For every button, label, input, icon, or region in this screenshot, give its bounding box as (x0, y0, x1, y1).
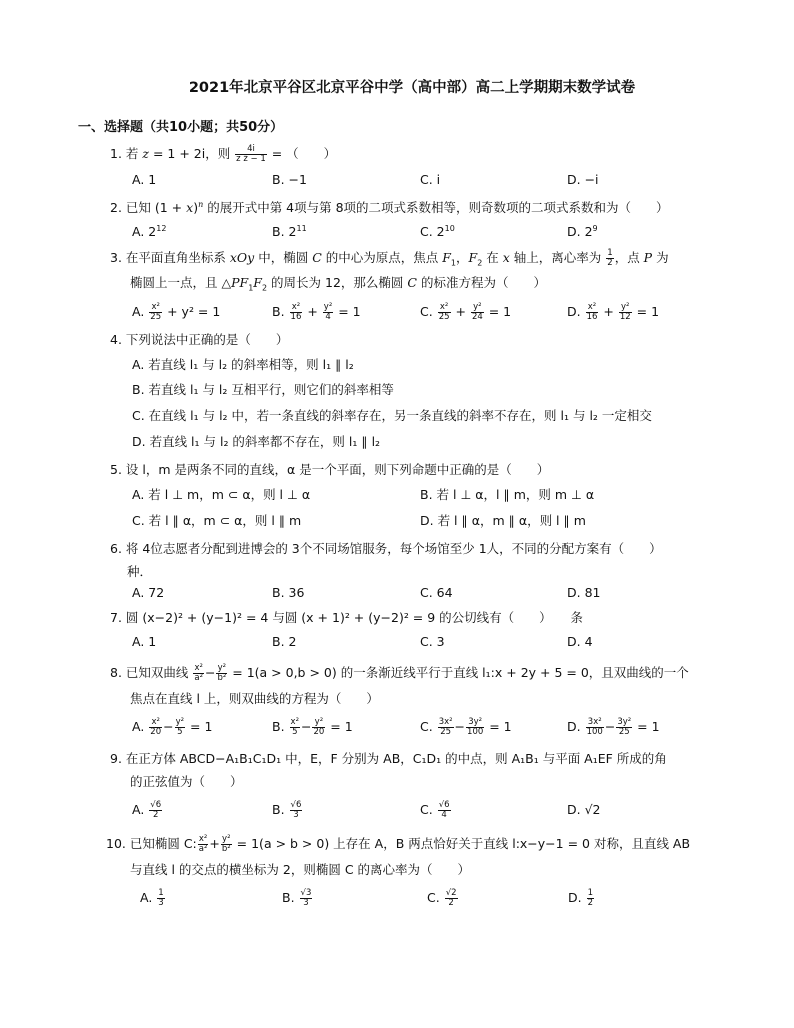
q10-b-den: 3 (303, 898, 309, 908)
q2-text-a: 2. 已知 (1 + (110, 200, 187, 216)
q9-a-den: 2 (153, 810, 159, 820)
q3-a-tail: + y² = 1 (163, 304, 221, 319)
q3-text-l2a: 椭圆上一点，且 △ (130, 275, 232, 290)
q8-b-den1: 5 (292, 727, 298, 737)
q3-b-plus: + (303, 304, 322, 319)
q6-option-b: B. 36 (272, 585, 305, 600)
q8-b-frac-1 (290, 718, 300, 737)
q1-option-a: A. 1 (132, 172, 157, 187)
q9-option-b (272, 800, 303, 820)
q8-a-frac-1 (149, 718, 162, 737)
q6-option-c: C. 64 (420, 585, 453, 600)
q5-option-b: B. 若 l ⊥ α，l ∥ m，则 m ⊥ α (420, 487, 595, 502)
q3-var-pf: PF (231, 275, 249, 290)
q3-text-l2c: 的标准方程为（ ） (416, 275, 546, 290)
q9-c-label: C. (420, 802, 433, 817)
q3-c-label: C. (420, 304, 433, 319)
q5-option-d: D. 若 l ∥ α，m ∥ α，则 l ∥ m (420, 513, 586, 528)
q8-c-label: C. (420, 719, 433, 734)
q3-b-eq: = 1 (334, 304, 361, 319)
q1-option-c: C. i (420, 172, 441, 187)
q3-var-x: x (502, 250, 510, 265)
q1-text-a: 1. 若 (110, 146, 143, 161)
q3-var-c: C (312, 250, 322, 265)
q8-c-frac-2 (466, 718, 484, 737)
q8-d-frac-2 (616, 718, 632, 737)
q6-option-a: A. 72 (132, 585, 165, 600)
q2-c-exp: 10 (444, 224, 455, 233)
q1-option-b: B. −1 (272, 172, 307, 187)
q3-var-f1: F (442, 250, 451, 265)
q3-var-f2: F (468, 250, 478, 265)
q10-c-den: 2 (448, 898, 454, 908)
q3-c-eq: = 1 (484, 304, 512, 319)
q8-d-label: D. (567, 719, 581, 734)
q1-text-b: = （ ） (267, 146, 337, 161)
question-10-line-2: 与直线 l 的交点的横坐标为 2，则椭圆 C 的离心率为（ ） (130, 862, 471, 877)
q3-d-eq: = 1 (632, 304, 660, 319)
q3-text-f: 轴上，离心率为 (509, 250, 606, 265)
q8-f1-den: a² (194, 673, 203, 683)
q2-text-b: ) (193, 200, 199, 216)
q3-a-den: 25 (150, 312, 162, 322)
q1-fraction (235, 145, 267, 164)
q8-f2-den: b² (217, 673, 227, 683)
q3-text-c: 的中心为原点，焦点 (321, 250, 443, 265)
q10-a-frac (157, 889, 164, 908)
q8-d-num1: 3x² (586, 718, 604, 728)
q2-d-base: D. 2 (567, 224, 593, 240)
q3-b-den1: 16 (290, 312, 302, 322)
question-1 (110, 144, 710, 164)
q9-option-d: D. √2 (567, 802, 601, 817)
q10-f1-den: a² (198, 844, 208, 854)
q8-b-frac-2 (312, 718, 325, 737)
q8-a-frac-2 (175, 718, 185, 737)
q2-option-a (132, 219, 166, 242)
q8-text-a: 8. 已知双曲线 (110, 665, 193, 680)
q1-frac-num: 4i (235, 145, 267, 155)
question-6-line-1: 6. 将 4位志愿者分配到进博会的 3个不同场馆服务，每个场馆至少 1人，不同的分配方案有（ ） (110, 541, 662, 556)
q7-option-c: C. 3 (420, 634, 445, 649)
q10-d-frac (587, 889, 594, 908)
q10-c-label: C. (427, 890, 440, 905)
q10-option-c (427, 888, 459, 908)
q2-text-c: 的展开式中第 4项与第 8项的二项式系数相等，则奇数项的二项式系数和为（ ） (203, 200, 669, 216)
q2-option-b (272, 219, 307, 242)
q10-option-d (568, 888, 595, 908)
q3-text-d: ， (456, 250, 469, 265)
q2-a-base: A. 2 (132, 224, 157, 240)
q8-a-den2: 5 (177, 727, 183, 737)
q3-text-l2b: 的周长为 12，那么椭圆 (267, 275, 408, 290)
q10-c-frac (445, 889, 458, 908)
q8-a-eq: = 1 (186, 719, 213, 734)
q3-b-frac-1 (290, 303, 303, 322)
q10-b-frac (300, 889, 313, 908)
q3-option-d (567, 302, 659, 322)
q10-b-label: B. (282, 890, 295, 905)
q10-c-num: √2 (445, 888, 457, 898)
q3-b-label: B. (272, 304, 285, 319)
q10-option-a (140, 888, 166, 908)
q3-option-b (272, 302, 361, 322)
q2-c-base: C. 2 (420, 224, 445, 240)
q2-a-exp: 12 (156, 224, 167, 233)
q3-b-frac-2 (323, 303, 333, 322)
q9-a-num: √6 (150, 800, 162, 810)
q10-d-label: D. (568, 890, 582, 905)
q3-d-plus: + (599, 304, 618, 319)
page-title: 2021年北京平谷区北京平谷中学（高中部）高二上学期期末数学试卷 (188, 80, 636, 96)
q8-a-den1: 20 (150, 727, 162, 737)
q3-d-den2: 12 (619, 312, 631, 322)
q9-option-c (420, 800, 452, 820)
q7-option-b: B. 2 (272, 634, 297, 649)
q3-ecc-num: 1 (607, 248, 613, 258)
q8-a-minus: − (163, 719, 174, 734)
q9-a-label: A. (132, 802, 145, 817)
q8-text-b: = 1(a > 0,b > 0) 的一条渐近线平行于直线 l₁:x + 2y + 5 = 0，且双曲线的一个 (228, 665, 689, 680)
question-7: 7. 圆 (x−2)² + (y−1)² = 4 与圆 (x + 1)² + (y−2)² = 9 的公切线有（ ） 条 (110, 610, 583, 625)
q10-text-a: 10. 已知椭圆 C: (106, 836, 197, 851)
q8-b-minus: − (301, 719, 312, 734)
section-heading: 一、选择题（共10小题；共50分） (78, 120, 284, 135)
q8-option-b (272, 717, 353, 737)
q8-f1-num: x² (194, 663, 203, 673)
q8-option-d (567, 717, 660, 737)
q9-c-frac (438, 801, 451, 820)
q2-b-exp: 11 (296, 224, 307, 233)
question-3-line-2 (130, 273, 546, 299)
q8-b-eq: = 1 (326, 719, 353, 734)
q3-sub-l2-1: 1 (248, 283, 254, 293)
q4-option-b: B. 若直线 l₁ 与 l₂ 互相平行，则它们的斜率相等 (132, 382, 394, 397)
q8-d-minus: − (604, 719, 616, 734)
q9-c-den: 4 (441, 810, 447, 820)
q3-sub-1: 1 (450, 258, 456, 268)
q3-c-num2: y² (471, 303, 484, 313)
q3-c-frac-1 (438, 303, 451, 322)
q9-c-num: √6 (438, 800, 450, 810)
q3-var-c-l2: C (407, 275, 417, 290)
q8-c-frac-1 (438, 718, 454, 737)
q3-b-num2: y² (323, 302, 333, 312)
q3-d-frac-2 (619, 303, 632, 322)
q3-eccentricity (606, 249, 613, 268)
q2-exp-n: n (198, 200, 204, 209)
q8-option-c (420, 717, 512, 737)
q3-c-num1: x² (438, 303, 451, 313)
q1-var-z: z (142, 146, 149, 161)
q8-b-num2: y² (312, 718, 325, 728)
q3-d-frac-1 (586, 303, 599, 322)
q8-frac-2 (216, 664, 227, 683)
q8-d-den2: 25 (618, 727, 630, 737)
q8-option-a (132, 717, 212, 737)
q8-b-num1: x² (290, 717, 299, 727)
q9-option-a (132, 800, 163, 820)
q10-plus: + (209, 836, 220, 851)
q8-c-den2: 100 (467, 727, 484, 737)
q3-ecc-den: 2 (607, 258, 613, 268)
q3-text-e: 在 (482, 250, 503, 265)
q3-var-f-l2: F (253, 275, 262, 290)
q10-f2-num: y² (222, 834, 231, 844)
q10-a-label: A. (140, 890, 153, 905)
question-8-line-1 (110, 663, 710, 683)
q5-option-c: C. 若 l ∥ α，m ⊂ α，则 l ∥ m (132, 513, 302, 528)
q8-b-den2: 20 (313, 727, 325, 737)
q9-a-frac (149, 801, 162, 820)
q3-c-den2: 24 (471, 312, 483, 322)
question-9-line-1: 9. 在正方体 ABCD−A₁B₁C₁D₁ 中，E，F 分别为 AB，C₁D₁ 的中点，则 A₁B₁ 与平面 A₁EF 所成的角 (110, 751, 667, 766)
q2-d-exp: 9 (592, 224, 598, 233)
q3-d-label: D. (567, 304, 581, 319)
question-4: 4. 下列说法中正确的是（ ） (110, 332, 289, 347)
q10-a-den: 3 (158, 898, 164, 908)
q3-text-g: ，点 (614, 250, 644, 265)
q10-f2-den: b² (221, 844, 231, 854)
q3-text-a: 3. 在平面直角坐标系 (110, 250, 230, 265)
q10-d-den: 2 (587, 898, 594, 908)
q8-d-eq: = 1 (633, 719, 660, 734)
q8-a-label: A. (132, 719, 145, 734)
q10-frac-1 (198, 835, 209, 854)
q3-b-num1: x² (290, 303, 303, 313)
q3-sub-l2-2: 2 (261, 283, 268, 293)
q9-b-frac (290, 801, 303, 820)
q1-frac-den: z z̄ − 1 (236, 154, 266, 164)
q4-option-d: D. 若直线 l₁ 与 l₂ 的斜率都不存在，则 l₁ ∥ l₂ (132, 434, 381, 449)
question-3-line-1 (110, 248, 710, 274)
q1-text-eq: = 1 + 2i，则 (148, 146, 235, 161)
q4-option-a: A. 若直线 l₁ 与 l₂ 的斜率相等，则 l₁ ∥ l₂ (132, 357, 354, 372)
q8-a-num1: x² (149, 718, 162, 728)
q3-c-plus: + (451, 304, 470, 319)
q8-c-minus: − (454, 719, 466, 734)
q8-c-den1: 25 (440, 727, 452, 737)
q3-var-xoy: xOy (229, 250, 255, 265)
q3-b-den2: 4 (325, 312, 331, 322)
q3-option-a (132, 302, 220, 322)
q7-option-d: D. 4 (567, 634, 593, 649)
q2-option-c (420, 219, 455, 242)
question-10-line-1 (106, 834, 706, 854)
q10-f1-num: x² (198, 834, 208, 844)
q1-option-d: D. −i (567, 172, 599, 187)
q10-frac-2 (221, 835, 232, 854)
q5-option-a: A. 若 l ⊥ m，m ⊂ α，则 l ⊥ α (132, 487, 311, 502)
q8-f2-num: y² (217, 663, 227, 673)
q8-frac-1 (193, 664, 204, 683)
q3-c-frac-2 (471, 303, 484, 322)
q8-d-num2: 3y² (617, 717, 632, 727)
q2-b-base: B. 2 (272, 224, 297, 240)
q8-d-den1: 100 (586, 727, 603, 737)
q3-d-num2: y² (619, 303, 632, 313)
question-9-line-2: 的正弦值为（ ） (130, 774, 243, 789)
question-5: 5. 设 l，m 是两条不同的直线，α 是一个平面，则下列命题中正确的是（ ） (110, 462, 550, 477)
q3-sub-2: 2 (477, 258, 483, 268)
q8-b-label: B. (272, 719, 285, 734)
q8-c-num2: 3y² (466, 718, 484, 728)
q8-c-num1: 3x² (438, 717, 453, 727)
q8-a-num2: y² (175, 717, 185, 727)
q8-c-eq: = 1 (485, 719, 512, 734)
q3-a-num: x² (149, 303, 162, 313)
q3-a-label: A. (132, 304, 145, 319)
question-6-line-2: 种． (127, 564, 153, 579)
q3-d-num1: x² (586, 303, 599, 313)
q10-text-b: = 1(a > b > 0) 上存在 A，B 两点恰好关于直线 l:x−y−1 = 0 对称，且直线 AB (232, 836, 691, 851)
q10-a-num: 1 (158, 888, 164, 898)
q10-b-num: √3 (300, 888, 312, 898)
q3-option-c (420, 302, 511, 322)
q10-d-num: 1 (587, 888, 594, 898)
question-8-line-2: 焦点在直线 l 上，则双曲线的方程为（ ） (130, 691, 379, 706)
question-2 (110, 195, 710, 218)
q2-var-x: x (186, 200, 194, 216)
q3-var-p: P (643, 250, 653, 265)
q3-text-b: 中，椭圆 (254, 250, 313, 265)
q7-option-a: A. 1 (132, 634, 157, 649)
q3-text-h: 为 (652, 250, 669, 265)
q2-option-d (567, 219, 598, 242)
q4-option-c: C. 在直线 l₁ 与 l₂ 中，若一条直线的斜率存在，另一条直线的斜率不存在，则 l₁ 与 l₂ 一定相交 (132, 408, 652, 423)
q6-option-d: D. 81 (567, 585, 601, 600)
q8-d-frac-1 (586, 718, 604, 737)
q9-b-num: √6 (290, 800, 302, 810)
q3-d-den1: 16 (586, 312, 598, 322)
q3-c-den1: 25 (438, 312, 450, 322)
q10-option-b (282, 888, 313, 908)
q9-b-label: B. (272, 802, 285, 817)
q8-minus: − (205, 665, 216, 680)
q3-a-frac (149, 303, 162, 322)
q9-b-den: 3 (293, 810, 299, 820)
